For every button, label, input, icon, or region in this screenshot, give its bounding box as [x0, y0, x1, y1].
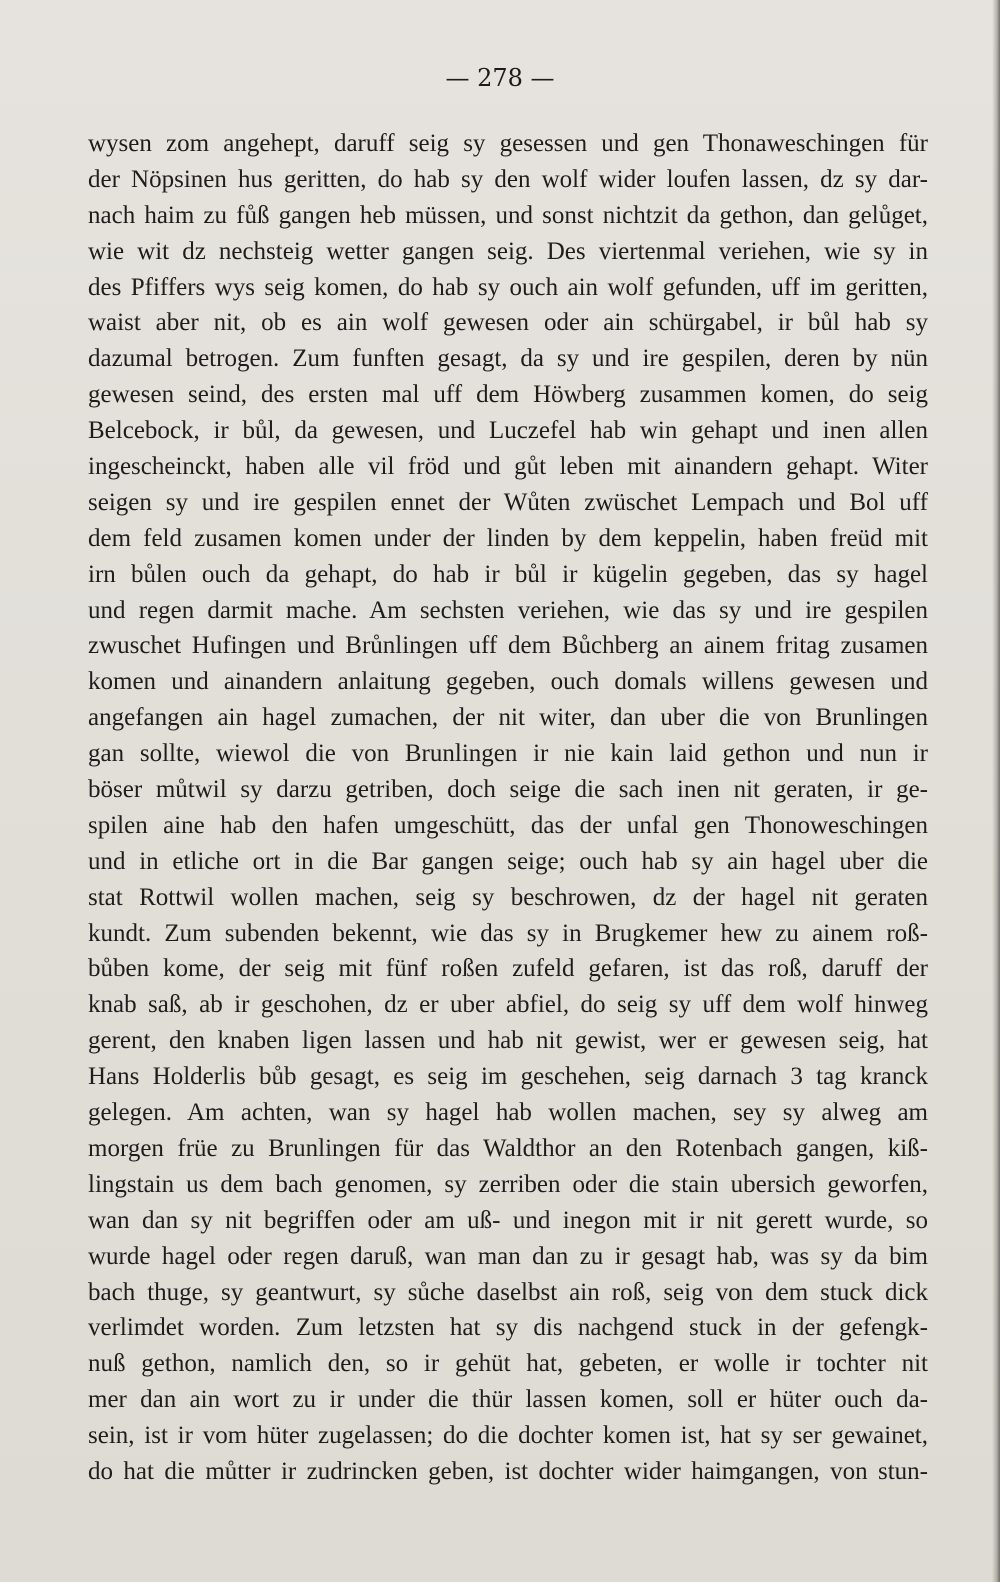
text-line: wurde hagel oder regen daruß, wan man dan zu ir gesagt hab, was sy da bim	[88, 1242, 928, 1270]
page-edge-shadow	[992, 0, 1000, 1582]
text-line: gelegen. Am achten, wan sy hagel hab wollen machen, sey sy alweg am	[88, 1099, 928, 1127]
text-line: wie wit dz nechsteig wetter gangen seig. Des viertenmal veriehen, wie sy in	[88, 237, 928, 265]
text-line: stat Rottwil wollen machen, seig sy beschrowen, dz der hagel nit geraten	[88, 883, 928, 911]
text-line: lingstain us dem bach genomen, sy zerriben oder die stain ubersich geworfen,	[88, 1170, 928, 1198]
body-text	[88, 126, 928, 1490]
text-line: seigen sy und ire gespilen ennet der Wůten zwüschet Lempach und Bol uff	[88, 488, 928, 516]
text-line: bach thuge, sy geantwurt, sy sůche daselbst ain roß, seig von dem stuck dick	[88, 1278, 928, 1306]
text-line: kundt. Zum subenden bekennt, wie das sy in Brugkemer hew zu ainem roß-	[88, 919, 928, 947]
page-number: — 278 —	[445, 64, 555, 92]
text-line: sein, ist ir vom hüter zugelassen; do die dochter komen ist, hat sy ser gewainet,	[88, 1422, 928, 1450]
text-line: gan sollte, wiewol die von Brunlingen ir nie kain laid gethon und nun ir	[88, 740, 928, 768]
text-line: wysen zom angehept, daruff seig sy gesessen und gen Thonaweschingen für	[88, 130, 928, 157]
text-line: mer dan ain wort zu ir under die thür lassen komen, soll er hüter ouch da-	[88, 1386, 928, 1414]
text-line: morgen früe zu Brunlingen für das Waldthor an den Rotenbach gangen, kiß-	[88, 1134, 928, 1162]
text-line: waist aber nit, ob es ain wolf gewesen oder ain schürgabel, ir bůl hab sy	[88, 309, 928, 337]
text-line: und in etliche ort in die Bar gangen seige; ouch hab sy ain hagel uber die	[88, 847, 928, 875]
text-line: bůben kome, der seig mit fünf roßen zufeld gefaren, ist das roß, daruff der	[88, 955, 928, 983]
text-line: gewesen seind, des ersten mal uff dem Höwberg zusammen komen, do seig	[88, 381, 928, 409]
text-line: wan dan sy nit begriffen oder am uß- und inegon mit ir nit gerett wurde, so	[88, 1206, 928, 1234]
text-line: zwuschet Hufingen und Brůnlingen uff dem Bůchberg an ainem fritag zusamen	[88, 632, 928, 660]
text-line: dazumal betrogen. Zum funften gesagt, da sy und ire gespilen, deren by nün	[88, 345, 928, 373]
text-line: do hat die můtter ir zudrincken geben, ist dochter wider haimgangen, von stun-	[88, 1457, 928, 1485]
text-line: böser můtwil sy darzu getriben, doch seige die sach inen nit geraten, ir ge-	[88, 776, 928, 804]
text-line: des Pfiffers wys seig komen, do hab sy ouch ain wolf gefunden, uff im geritten,	[88, 273, 928, 301]
text-line: verlimdet worden. Zum letzsten hat sy dis nachgend stuck in der gefengk-	[88, 1314, 928, 1342]
text-line: nuß gethon, namlich den, so ir gehüt hat, gebeten, er wolle ir tochter nit	[88, 1350, 928, 1378]
text-line: Belcebock, ir bůl, da gewesen, und Luczefel hab win gehapt und inen allen	[88, 417, 928, 445]
text-line: irn bůlen ouch da gehapt, do hab ir bůl ir kügelin gegeben, das sy hagel	[88, 560, 928, 588]
text-line: und regen darmit mache. Am sechsten veriehen, wie das sy und ire gespilen	[88, 596, 928, 624]
text-line: angefangen ain hagel zumachen, der nit witer, dan uber die von Brunlingen	[88, 704, 928, 732]
text-line: ingescheinckt, haben alle vil fröd und gůt leben mit ainandern gehapt. Witer	[88, 453, 928, 481]
text-line: der Nöpsinen hus geritten, do hab sy den wolf wider loufen lassen, dz sy dar-	[88, 165, 928, 193]
text-line: knab saß, ab ir geschohen, dz er uber abfiel, do seig sy uff dem wolf hinweg	[88, 991, 928, 1019]
text-line: nach haim zu fůß gangen heb müssen, und sonst nichtzit da gethon, dan gelůget,	[88, 201, 928, 229]
text-line: komen und ainandern anlaitung gegeben, ouch domals willens gewesen und	[88, 668, 928, 696]
text-line: dem feld zusamen komen under der linden by dem keppelin, haben freüd mit	[88, 524, 928, 552]
text-line: gerent, den knaben ligen lassen und hab nit gewist, wer er gewesen seig, hat	[88, 1027, 928, 1055]
text-line: spilen aine hab den hafen umgeschütt, das der unfal gen Thonoweschingen	[88, 811, 928, 839]
text-line: Hans Holderlis bůb gesagt, es seig im geschehen, seig darnach 3 tag kranck	[88, 1063, 928, 1091]
